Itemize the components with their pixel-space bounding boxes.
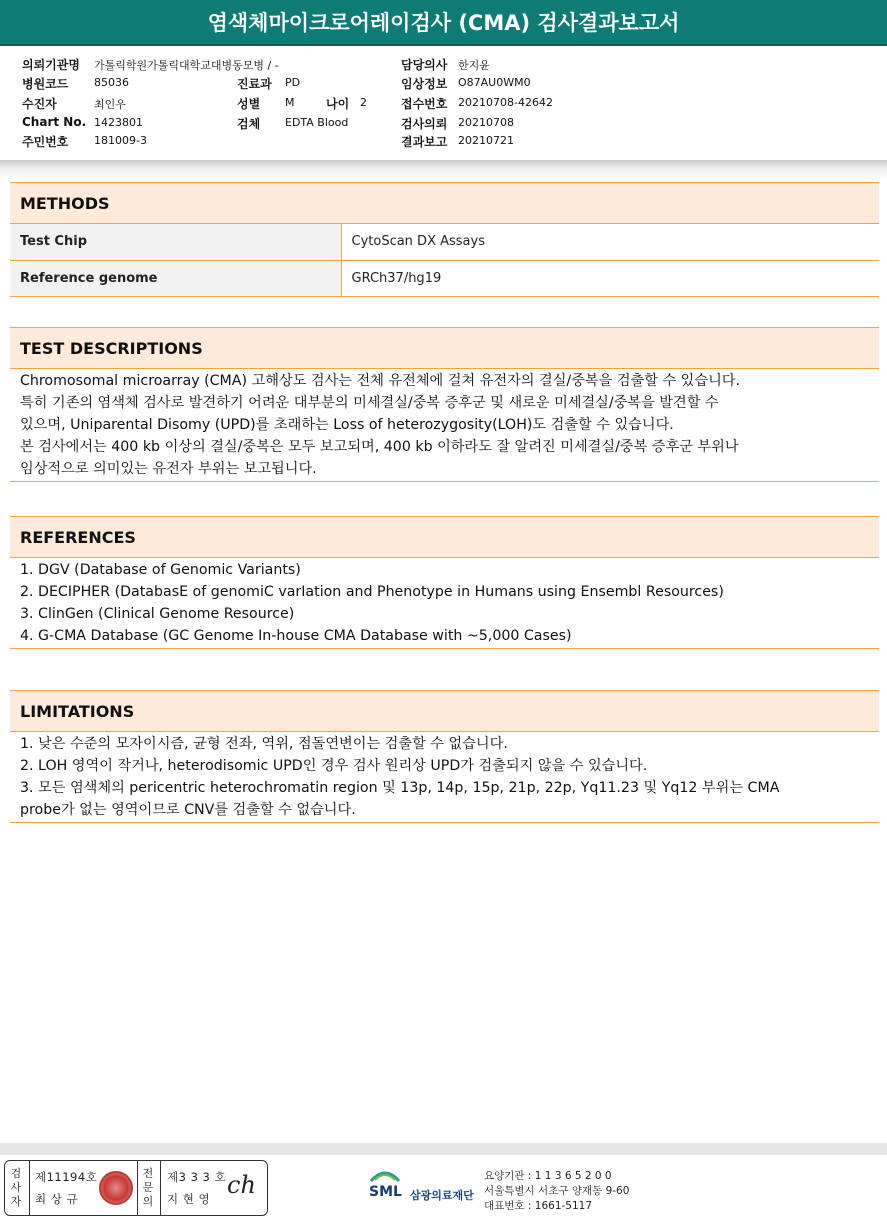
methods-value: CytoScan DX Assays <box>341 224 879 260</box>
value-sex: M <box>285 96 295 109</box>
label-clinical-info: 임상정보 <box>401 77 448 91</box>
value-age: 2 <box>360 96 367 109</box>
limitations-body <box>10 732 879 823</box>
description-line: 임상적으로 의미있는 유전자 부위는 보고됩니다. <box>20 461 317 477</box>
limitation-item: 1. 낮은 수준의 모자이시즘, 균형 전좌, 역위, 점돌연변이는 검출할 수 없습니다. <box>20 736 508 752</box>
stamp-divider <box>137 1161 138 1215</box>
organization-info <box>484 1169 629 1214</box>
value-report-date: 20210721 <box>458 134 514 147</box>
label-report-date: 결과보고 <box>401 135 448 149</box>
methods-heading: METHODS <box>10 182 879 224</box>
value-receipt-no: 20210708-42642 <box>458 96 553 109</box>
test-descriptions-section <box>10 327 879 482</box>
value-department: PD <box>285 76 301 89</box>
references-heading: REFERENCES <box>10 516 879 558</box>
label-specimen: 검체 <box>237 117 261 131</box>
methods-value: GRCh37/hg19 <box>341 260 879 296</box>
description-line: 본 검사에서는 400 kb 이상의 결실/중복은 모두 보고되며, 400 kb 이하라도 잘 알려진 미세결실/중복 증후군 부위나 <box>20 439 739 455</box>
inspector-license-no: 제11194호 <box>35 1170 98 1184</box>
report-title: 염색체마이크로어레이검사 (CMA) 검사결과보고서 <box>0 0 887 46</box>
inspector-label: 검 사 자 <box>10 1167 22 1208</box>
label-sex: 성별 <box>237 97 261 111</box>
reference-item: 2. DECIPHER (DatabasE of genomiC varIation and Phenotype in Humans using Ensembl Resources) <box>20 584 724 600</box>
organization-name: 삼광의료재단 <box>410 1189 474 1202</box>
table-row <box>10 224 879 260</box>
label-chart-no: Chart No. <box>22 115 87 129</box>
methods-key: Test Chip <box>10 224 341 260</box>
value-physician: 한지윤 <box>458 59 490 72</box>
inspector-name: 최 상 규 <box>35 1192 79 1206</box>
description-line: 있으며, Uniparental Disomy (UPD)를 초래하는 Loss of heterozygosity(LOH)도 검출할 수 있습니다. <box>20 417 674 433</box>
org-info-line: 요양기관 : 1 1 3 6 5 2 0 0 <box>484 1170 612 1182</box>
label-test-request-date: 검사의뢰 <box>401 117 448 131</box>
stamp-divider <box>160 1161 161 1215</box>
methods-section <box>10 182 879 297</box>
limitations-heading: LIMITATIONS <box>10 690 879 732</box>
value-hospital-code: 85036 <box>94 76 129 89</box>
doctor-name: 지 현 영 <box>167 1192 211 1206</box>
label-department: 진료과 <box>237 77 272 91</box>
value-patient-name: 최인우 <box>94 98 126 111</box>
references-body <box>10 558 879 649</box>
org-info-line: 대표번호 : 1661-5117 <box>484 1200 593 1212</box>
footer-divider <box>0 1143 887 1155</box>
label-resident-number: 주민번호 <box>22 135 69 149</box>
org-info-line: 서울특별시 서초구 양재동 9-60 <box>484 1185 630 1197</box>
doctor-license-no: 제3 3 3 호 <box>167 1170 227 1184</box>
label-hospital-code: 병원코드 <box>22 77 69 91</box>
methods-key: Reference genome <box>10 260 341 296</box>
description-line: Chromosomal microarray (CMA) 고해상도 검사는 전체 유전체에 걸쳐 유전자의 결실/중복을 검출할 수 있습니다. <box>20 373 740 389</box>
reference-item: 3. ClinGen (Clinical Genome Resource) <box>20 606 295 622</box>
references-section <box>10 516 879 649</box>
table-row <box>10 260 879 296</box>
label-patient-name: 수진자 <box>22 97 57 111</box>
methods-table <box>10 224 879 297</box>
test-descriptions-body <box>10 369 879 482</box>
value-specimen: EDTA Blood <box>285 116 349 129</box>
signature-stamp-box <box>4 1160 268 1216</box>
value-chart-no: 1423801 <box>94 116 143 129</box>
reference-item: 4. G-CMA Database (GC Genome In-house CMA Database with ~5,000 Cases) <box>20 628 572 644</box>
label-receipt-no: 접수번호 <box>401 97 448 111</box>
seal-icon <box>99 1171 133 1205</box>
limitations-section <box>10 690 879 823</box>
limitation-item: 3. 모든 염색체의 pericentric heterochromatin region 및 13p, 14p, 15p, 21p, 22p, Yq11.23 및 Yq12 부위는 CMA <box>20 780 780 796</box>
signature-icon: ch <box>227 1171 256 1199</box>
value-clinical-info: O87AU0WM0 <box>458 76 531 89</box>
value-resident-number: 181009-3 <box>94 134 147 147</box>
label-age: 나이 <box>326 97 350 111</box>
reference-item: 1. DGV (Database of Genomic Variants) <box>20 562 301 578</box>
header-divider <box>0 160 887 180</box>
stamp-divider <box>29 1161 30 1215</box>
label-requesting-institution: 의뢰기관명 <box>22 58 80 72</box>
limitation-item: probe가 없는 영역이므로 CNV를 검출할 수 없습니다. <box>20 802 356 818</box>
limitation-item: 2. LOH 영역이 작거나, heterodisomic UPD인 경우 검사 원리상 UPD가 검출되지 않을 수 있습니다. <box>20 758 648 774</box>
doctor-label: 전 문 의 <box>142 1167 154 1208</box>
patient-info-header <box>0 46 887 164</box>
value-requesting-institution: 가톨릭학원가톨릭대학교대병동모병 / - <box>94 59 279 72</box>
description-line: 특히 기존의 염색체 검사로 발견하기 어려운 대부분의 미세결실/중복 증후군 및 새로운 미세결실/중복을 발견할 수 <box>20 395 719 411</box>
value-test-request-date: 20210708 <box>458 116 514 129</box>
label-physician: 담당의사 <box>401 58 448 72</box>
sml-logo-text: SML <box>369 1184 402 1200</box>
test-descriptions-heading: TEST DESCRIPTIONS <box>10 327 879 369</box>
